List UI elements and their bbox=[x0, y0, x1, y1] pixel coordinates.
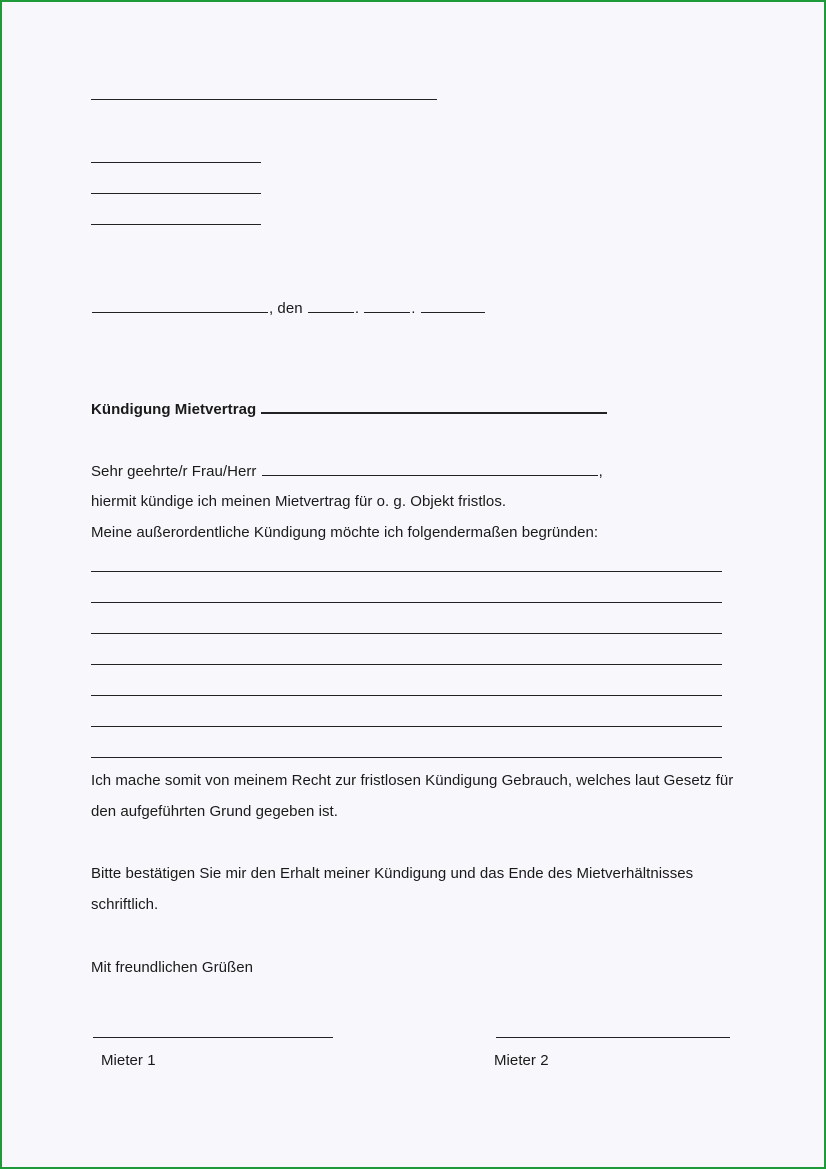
signature-line-1[interactable] bbox=[93, 1037, 333, 1038]
reason-line-7[interactable] bbox=[91, 757, 722, 758]
reason-line-4[interactable] bbox=[91, 664, 722, 665]
date-den-text: , den bbox=[269, 300, 303, 317]
salutation-text: Sehr geehrte/r Frau/Herr bbox=[91, 463, 257, 480]
subject-blank[interactable] bbox=[261, 400, 607, 414]
signature-label-2: Mieter 2 bbox=[494, 1052, 549, 1069]
place-blank[interactable] bbox=[92, 300, 268, 313]
recipient-line-2[interactable] bbox=[91, 193, 261, 194]
reason-line-2[interactable] bbox=[91, 602, 722, 603]
paragraph-3-line-2: den aufgeführten Grund gegeben ist. bbox=[91, 803, 338, 820]
reason-line-5[interactable] bbox=[91, 695, 722, 696]
paragraph-2: Meine außerordentliche Kündigung möchte ich folgendermaßen begründen: bbox=[91, 524, 599, 541]
salutation-name-blank[interactable] bbox=[262, 463, 598, 476]
salutation-comma: , bbox=[598, 463, 603, 480]
date-dot-1: . bbox=[354, 300, 360, 317]
reason-line-6[interactable] bbox=[91, 726, 722, 727]
reason-line-3[interactable] bbox=[91, 633, 722, 634]
date-dot-2: . bbox=[411, 300, 416, 317]
paragraph-4-line-2: schriftlich. bbox=[91, 896, 159, 913]
paragraph-4-line-1: Bitte bestätigen Sie mir den Erhalt meiner Kündigung und das Ende des Mietverhältnisses bbox=[91, 865, 694, 882]
closing-text: Mit freundlichen Grüßen bbox=[91, 959, 254, 976]
subject-text: Kündigung Mietvertrag bbox=[91, 401, 257, 418]
sender-line[interactable] bbox=[91, 99, 437, 100]
paragraph-3-line-1: Ich mache somit von meinem Recht zur fristlosen Kündigung Gebrauch, welches laut Gesetz für bbox=[91, 772, 734, 789]
place-date-row bbox=[91, 300, 486, 318]
reason-line-1[interactable] bbox=[91, 571, 722, 572]
paragraph-1: hiermit kündige ich meinen Mietvertrag für o. g. Objekt fristlos. bbox=[91, 493, 507, 510]
salutation-row bbox=[91, 463, 603, 481]
signature-line-2[interactable] bbox=[496, 1037, 730, 1038]
year-blank[interactable] bbox=[421, 300, 485, 313]
signature-label-1: Mieter 1 bbox=[101, 1052, 156, 1069]
recipient-line-3[interactable] bbox=[91, 224, 261, 225]
subject-row bbox=[91, 400, 608, 419]
recipient-line-1[interactable] bbox=[91, 162, 261, 163]
day-blank[interactable] bbox=[308, 300, 354, 313]
month-blank[interactable] bbox=[364, 300, 410, 313]
